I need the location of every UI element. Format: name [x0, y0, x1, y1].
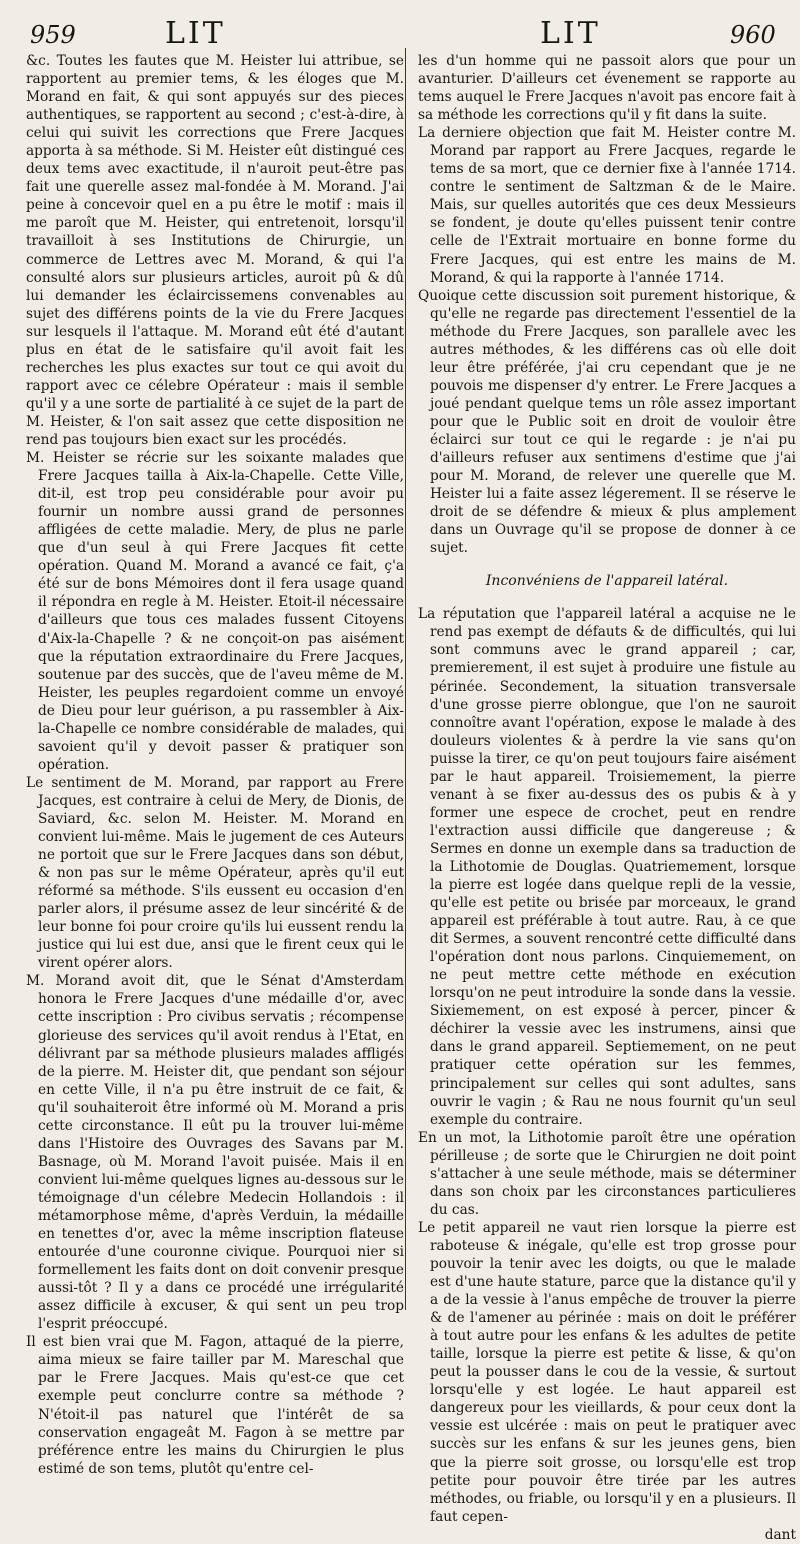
- paragraph: Le sentiment de M. Morand, par rapport au Frere Jacques, est contraire à celui de Mery, de Dionis, de Saviard, &c. selon M. Heister. M. Morand en convient lui-même. Mais le jugement de ces Auteurs ne portoit que sur le Frere Jacques dans son début, & non pas sur le même Opérateur, après qu'il eut réformé sa méthode. S'ils eussent eu occasion d'en parler alors, il présume assez de leur sincérité & de leur bonne foi pour croire qu'ils lui eussent rendu la justice qui lui est due, ansi que le firent ceux qui le virent opérer alors.: [26, 774, 404, 972]
- running-title-right: LIT: [540, 16, 601, 51]
- paragraph: Il est bien vrai que M. Fagon, attaqué de la pierre, aima mieux se faire tailler par M. Mareschal que par le Frere Jacques. Mais qu'est-ce que cet exemple peut conclurre contre sa méthode ? N'étoit-il pas naturel que l'intérêt de sa conservation engageât M. Fagon à se mettre par préférence entre les mains du Chirurgien le plus estimé de son tems, plutôt qu'entre cel-: [26, 1334, 404, 1477]
- left-column: [26, 52, 404, 1477]
- paragraph: M. Heister se récrie sur les soixante malades que Frere Jacques tailla à Aix-la-Chapelle. Cette Ville, dit-il, est trop peu considérable pour avoir pu fournir un nombre aussi grand de personnes affligées de cette maladie. Mery, de plus ne parle que d'un seul à qui Frere Jacques fit cette opération. Quand M. Morand a avancé ce fait, ç'a été sur de bons Mémoires dont il fera usage quand il répondra en regle à M. Heister. Etoit-il nécessaire d'ailleurs que tous ces malades fussent Citoyens d'Aix-la-Chapelle ? & ne conçoit-on pas aisément que la réputation extraordinaire du Frere Jacques, soutenue par des succès, que de l'aveu même de M. Heister, les peuples regardoient comme un envoyé de Dieu pour leur guérison, a pu rassembler à Aix-la-Chapelle ce nombre considérable de malades, qui savoient qu'il y devoit passer & pratiquer son opération.: [26, 450, 404, 773]
- paragraph: Quoique cette discussion soit purement historique, & qu'elle ne regarde pas directement l'essentiel de la méthode du Frere Jacques, son parallele avec les autres méthodes, & les différens cas où elle doit leur être préférée, j'ai cru cependant que je ne pouvois me dispenser d'y entrer. Le Frere Jacques a joué pendant quelque tems un rôle assez important pour que le Public soit en droit de vouloir être éclairci sur tout ce qui le regarde : je n'ai pu d'ailleurs refuser aux sentimens d'estime que j'ai pour M. Morand, de relever une querelle que M. Heister lui a faite assez légerement. Il se réserve le droit de se défendre & mieux & plus amplement dans un Ouvrage qu'il se propose de donner à ce sujet.: [418, 287, 796, 557]
- paragraph: La réputation que l'appareil latéral a acquise ne le rend pas exempt de défauts & de difficultés, qui lui sont communs avec le grand appareil ; car, premierement, il est sujet à produire une fistule au périnée. Secondement, la situation transversale d'une grosse pierre oblongue, que l'on ne sauroit connoître avant l'opération, expose le malade à des douleurs violentes & à perdre la vie sans qu'on puisse la tirer, ce qu'on peut toujours faire aisément par le haut appareil. Troisiemement, la pierre venant à se fixer au-dessus des os pubis & à y former une espece de crochet, peut en rendre l'extraction aussi difficile que dangereuse ; & Sermes en donne un exemple dans sa traduction de la Lithotomie de Douglas. Quatriemement, lorsque la pierre est logée dans quelque repli de la vessie, qu'elle est petite ou brisée par morceaux, le grand appareil est préférable à tout autre. Rau, à ce que dit Sermes, a souvent rencontré cette difficulté dans l'opération dont nous parlons. Cinquiemement, on ne peut mettre cette méthode en exécution lorsqu'on ne peut introduire la sonde dans la vessie. Sixiemement, on est exposé à percer, pincer & déchirer la vessie avec les instrumens, ainsi que dans le grand appareil. Septiemement, on ne peut pratiquer cette opération sur les femmes, principalement sur celles qui sont adultes, sans ouvrir le vagin ; & Rau ne nous fournit qu'un seul exemple du contraire.: [418, 606, 796, 1128]
- page-number-left: 959: [30, 21, 76, 49]
- paragraph: La derniere objection que fait M. Heister contre M. Morand par rapport au Frere Jacques, regarde le tems de sa mort, que ce dernier fixe à l'année 1714. contre le sentiment de Saltzman & de le Maire. Mais, sur quelles autorités que ces deux Messieurs se fondent, je doute qu'elles puissent tenir contre celle de l'Extrait mortuaire en bonne forme du Frere Jacques, qui est entre les mains de M. Morand, & qui la rapporte à l'année 1714.: [418, 125, 796, 286]
- running-title-left: LIT: [165, 16, 226, 51]
- right-column: [418, 52, 796, 1543]
- section-heading: Inconvéniens de l'appareil latéral.: [485, 573, 729, 590]
- paragraph: les d'un homme qui ne passoit alors que pour un avanturier. D'ailleurs cet évenement se rapporte au tems auquel le Frere Jacques n'avoit pas encore fait à sa méthode les corrections qu'il y fit dans la suite.: [418, 53, 796, 124]
- page-number-right: 960: [730, 21, 776, 49]
- paragraph: En un mot, la Lithotomie paroît être une opération périlleuse ; de sorte que le Chirurgien ne doit point s'attacher à une seule méthode, mais se déterminer dans son choix par les circonstances particulieres du cas.: [418, 1129, 796, 1218]
- paragraph: M. Morand avoit dit, que le Sénat d'Amsterdam honora le Frere Jacques d'une médaille d'or, avec cette inscription : Pro civibus servatis ; récompense glorieuse des services qu'il avoit rendus à l'Etat, en délivrant par sa méthode plusieurs malades affligés de la pierre. M. Heister dit, que pendant son séjour en cette Ville, il n'a pu être instruit de ce fait, & qu'il souhaiteroit être informé où M. Morand a pris cette circonstance. Il eût pu la trouver lui-même dans l'Histoire des Ouvrages des Savans par M. Basnage, où M. Morand l'avoit puisée. Mais il en convient lui-même quelques lignes au-dessous sur le témoignage d'un célebre Medecin Hollandois : il métamorphose même, d'après Verduin, la médaille en tenettes d'or, avec la même inscription flateuse entourée d'une couronne civique. Pourquoi nier si formellement les faits dont on doit convenir presque aussi-tôt ? Il y a dans ce procédé une irrégularité assez difficile à excuser, & qui sent un peu trop l'esprit préoccupé.: [26, 973, 404, 1333]
- running-header: [0, 14, 800, 54]
- paragraph: &c. Toutes les fautes que M. Heister lui attribue, se rapportent au premier tems, & les éloges que M. Morand en fait, & qui sont appuyés sur des pieces authentiques, se rapportent au second ; c'est-à-dire, à celui qui suivit les corrections que Frere Jacques apporta à sa méthode. Si M. Heister eût distingué ces deux tems avec exactitude, il n'auroit peut-être pas fait une querelle assez mal-fondée à M. Morand. J'ai peine à concevoir quel en a pu être le motif : mais il me paroît que M. Heister, qui entretenoit, lorsqu'il travailloit à ses Institutions de Chirurgie, un commerce de Lettres avec M. Morand, & qui l'a consulté alors sur plusieurs articles, auroit pû & dû lui demander les éclaircissemens convenables au sujet des différens points de la vie du Frere Jacques sur lesquels il l'attaque. M. Morand eût été d'autant plus en état de le satisfaire qu'il avoit fait les recherches les plus exactes sur tout ce qui avoit du rapport avec ce célebre Opérateur : mais il semble qu'il y a une sorte de partialité à ce sujet de la part de M. Heister, & l'on sait assez que cette disposition ne rend pas toujours bien exact sur les procédés.: [26, 53, 404, 448]
- paragraph: Le petit appareil ne vaut rien lorsque la pierre est raboteuse & inégale, qu'elle est trop grosse pour pouvoir la tenir avec les doigts, ou que le malade est d'une haute stature, parce que la distance qu'il y a de la vessie à l'anus empêche de trouver la pierre & de l'amener au périnée : mais on doit le préférer à tout autre pour les enfans & les adultes de petite taille, lorsque la pierre est petite & lisse, & qu'on peut la pousser dans le cou de la vessie, & surtout lorsqu'elle y est logée. Le haut appareil est dangereux pour les vieillards, & pour ceux dont la vessie est ulcérée : mais on peut le pratiquer avec succès sur les enfans & sur les jeunes gens, bien que la pierre soit grosse, ou lorsqu'elle est trop petite pour pouvoir être tirée par les autres méthodes, ou friable, ou lorsqu'il y en a plusieurs. Il faut cepen-: [418, 1219, 796, 1525]
- catchword: dant: [764, 1526, 796, 1543]
- column-divider: [405, 48, 406, 1310]
